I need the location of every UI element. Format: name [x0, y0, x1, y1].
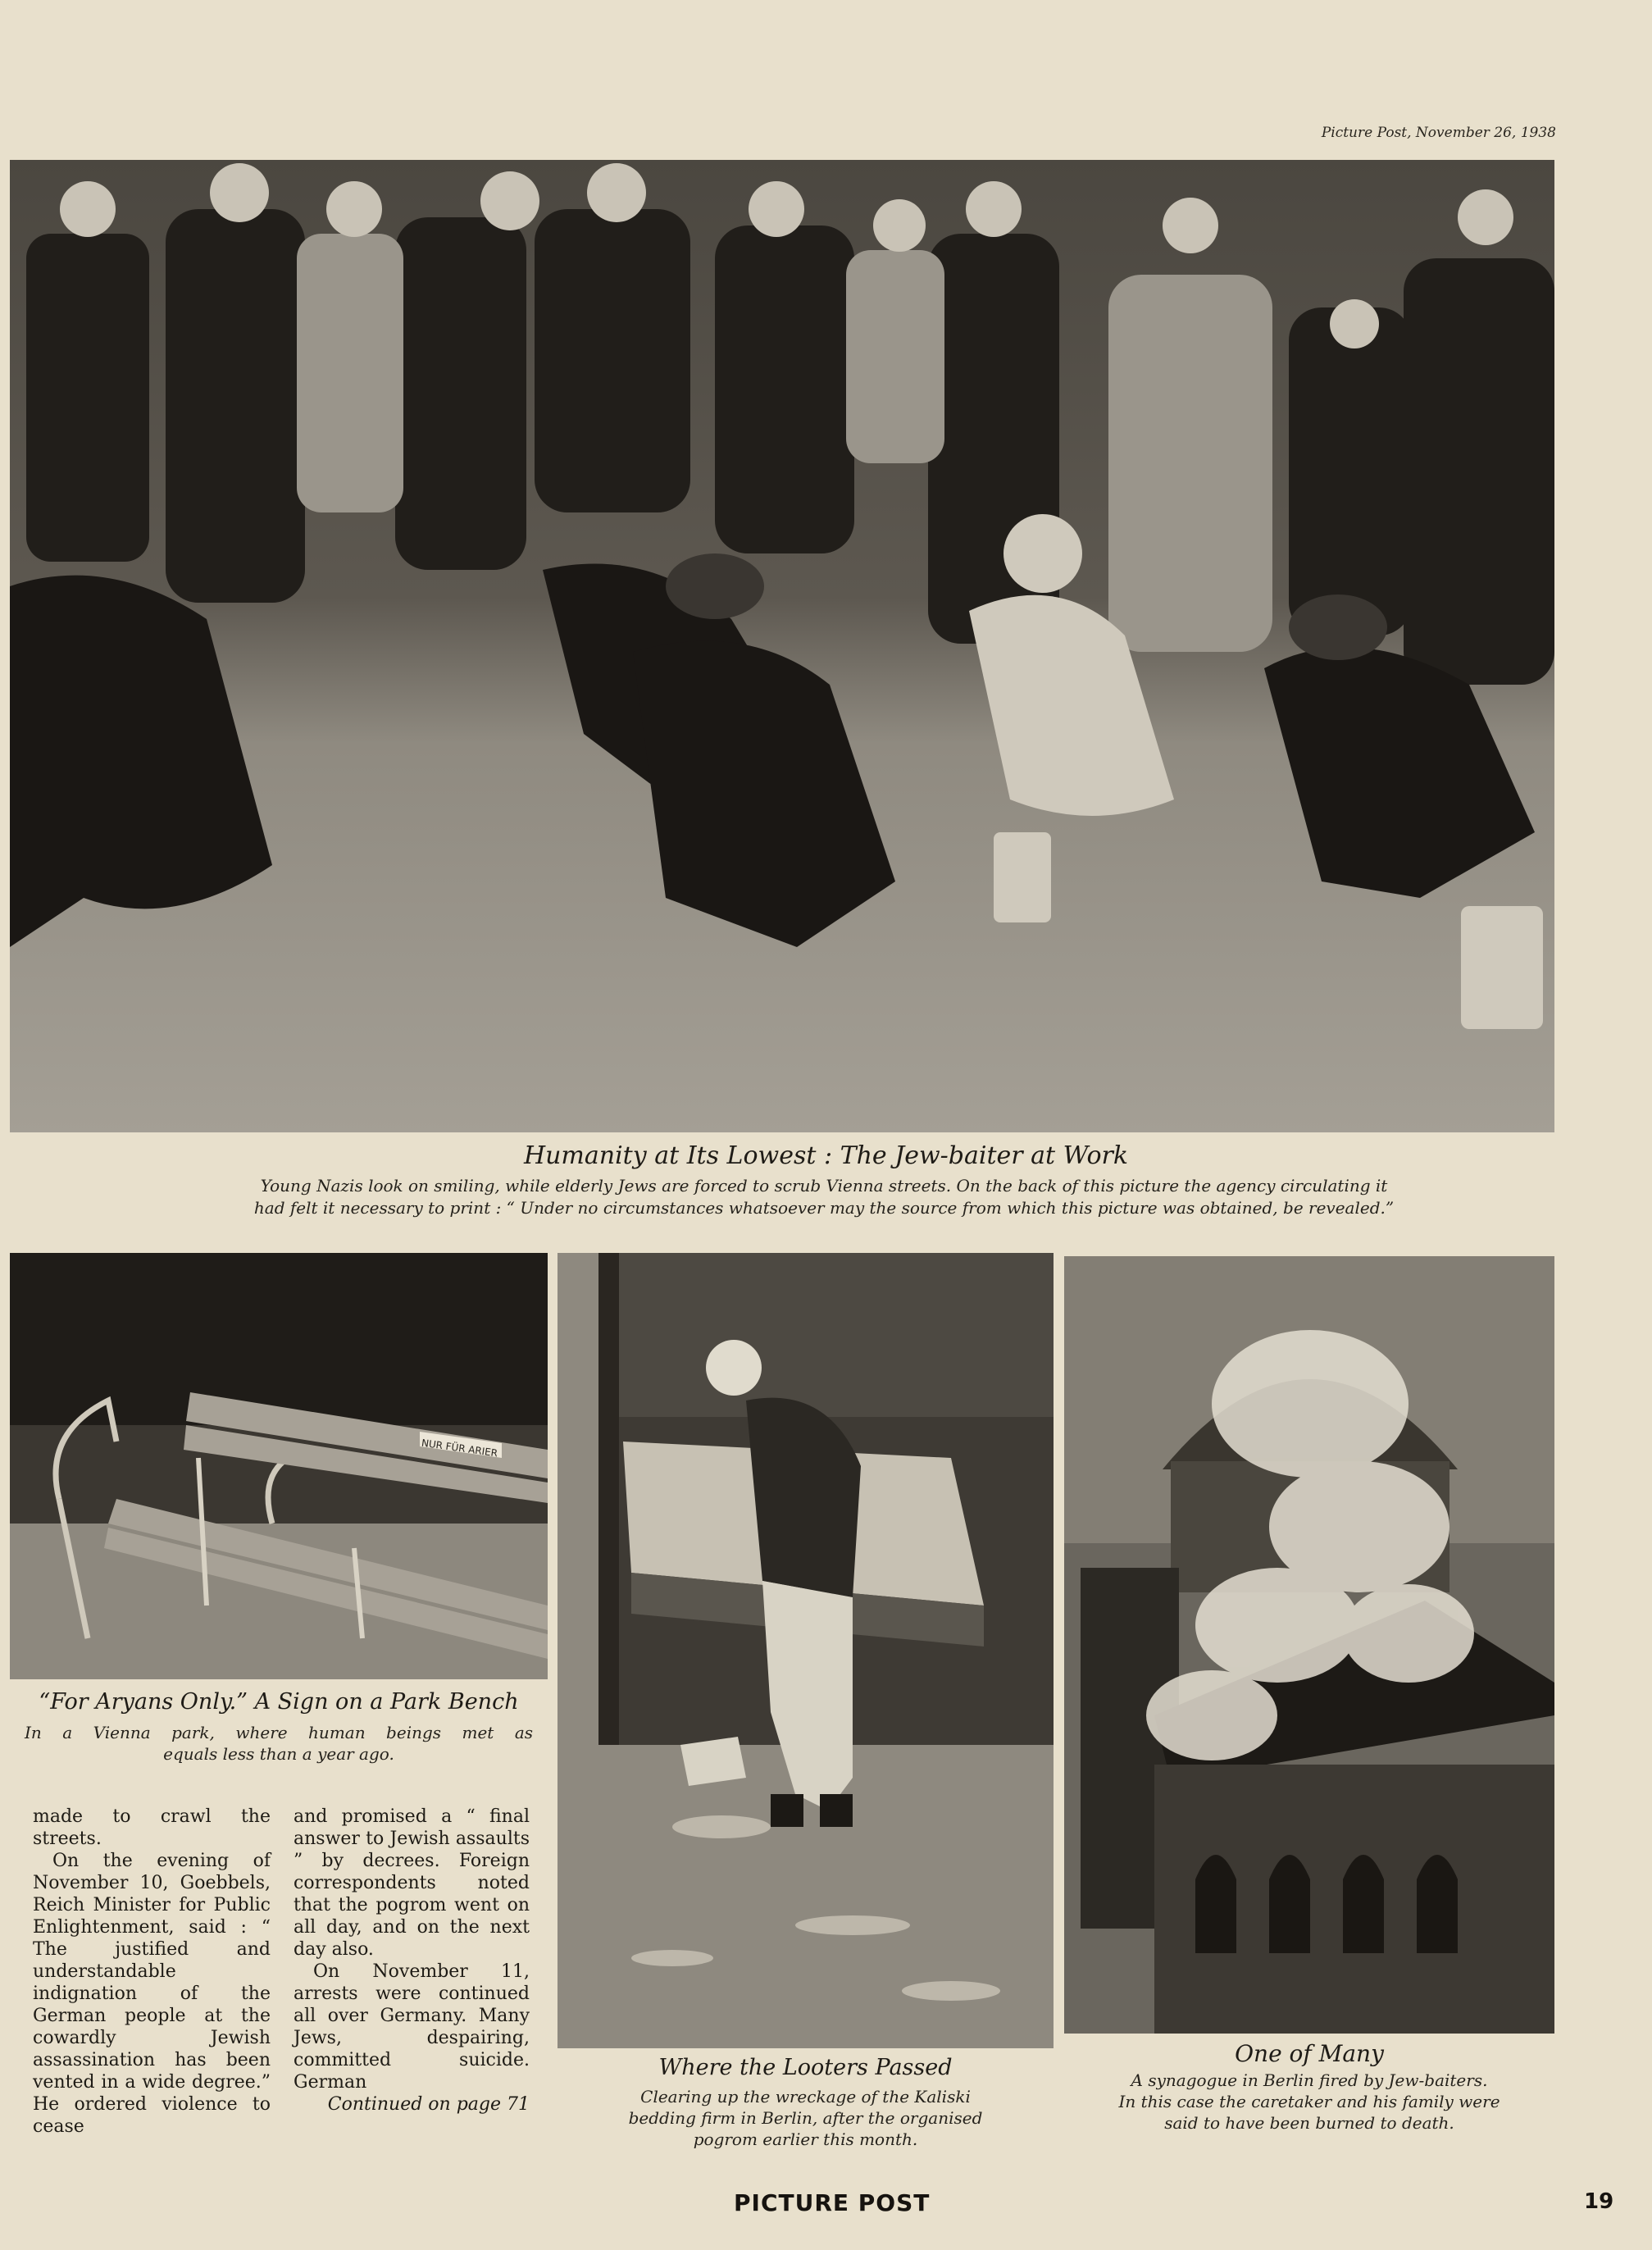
looters-photo-scene [557, 1253, 1054, 2048]
bench-sign-text: NUR FÜR ARIER [421, 1437, 498, 1460]
main-photo-title: Humanity at Its Lowest : The Jew-baiter at Work [523, 1141, 1129, 1170]
main-photo [10, 160, 1554, 1132]
bench-photo-caption-line: In a Vienna park, where human beings met as [25, 1723, 533, 1742]
looters-photo-caption-line: Clearing up the wreckage of the Kaliski [640, 2087, 971, 2107]
bench-photo-caption-line: equals less than a year ago. [163, 1744, 394, 1764]
synagogue-photo-caption-line: A synagogue in Berlin fired by Jew-baiters. [1131, 2070, 1488, 2090]
synagogue-photo [1064, 1256, 1554, 2034]
main-photo-caption-line: Young Nazis look on smiling, while elderly Jews are forced to scrub Vienna streets. On the back of this picture the agency circulating it [260, 1176, 1388, 1196]
main-photo-caption-line: had felt it necessary to print : “ Under no circumstances whatsoever may the source from which this picture was obtained, be revealed.” [253, 1198, 1395, 1218]
looters-photo-caption-line: bedding firm in Berlin, after the organised [628, 2108, 983, 2128]
looters-photo-caption [590, 2086, 1021, 2150]
bench-photo-title: “For Aryans Only.” A Sign on a Park Bench [39, 1689, 519, 1715]
synagogue-photo-caption-line: said to have been burned to death. [1164, 2113, 1454, 2133]
synagogue-photo-title: One of Many [1235, 2040, 1384, 2067]
article-paragraph: On the evening of November 10, Goebbels, Reich Minister for Public Enlightenment, said : “ The justified and understandable indignation of the German people at the cowardly Jewish assassination has been vented in a wide degree.” He ordered violence to cease [33, 1851, 271, 2137]
article-paragraph: and promised a “ final answer to Jewish assaults ” by decrees. Foreign correspondents noted that the pogrom went on all day, and on the next day also. [294, 1806, 530, 1960]
article-paragraph: made to crawl the streets. [33, 1806, 271, 1849]
running-head: Picture Post, November 26, 1938 [1321, 125, 1556, 141]
looters-photo-caption-line: pogrom earlier this month. [693, 2129, 918, 2149]
looters-photo [557, 1253, 1054, 2048]
bench-photo-caption [25, 1722, 533, 1765]
bench-photo [10, 1253, 548, 1679]
main-photo-caption [98, 1175, 1550, 1219]
main-photo-scene [10, 160, 1554, 1132]
masthead: PICTURE POST [734, 2189, 931, 2216]
synagogue-photo-caption [1064, 2070, 1554, 2134]
page-number: 19 [1584, 2189, 1614, 2214]
continued-link[interactable]: Continued on page 71 [327, 2094, 530, 2115]
article-column-1 [33, 1806, 271, 2138]
article-paragraph: On November 11, arrests were continued all over Germany. Many Jews, despairing, committed suicide. German [294, 1961, 530, 2093]
bench-photo-scene [10, 1253, 548, 1679]
synagogue-photo-scene [1064, 1256, 1554, 2034]
synagogue-photo-caption-line: In this case the caretaker and his family were [1118, 2092, 1500, 2111]
looters-photo-title: Where the Looters Passed [658, 2055, 953, 2080]
article-column-2 [294, 1806, 530, 2116]
